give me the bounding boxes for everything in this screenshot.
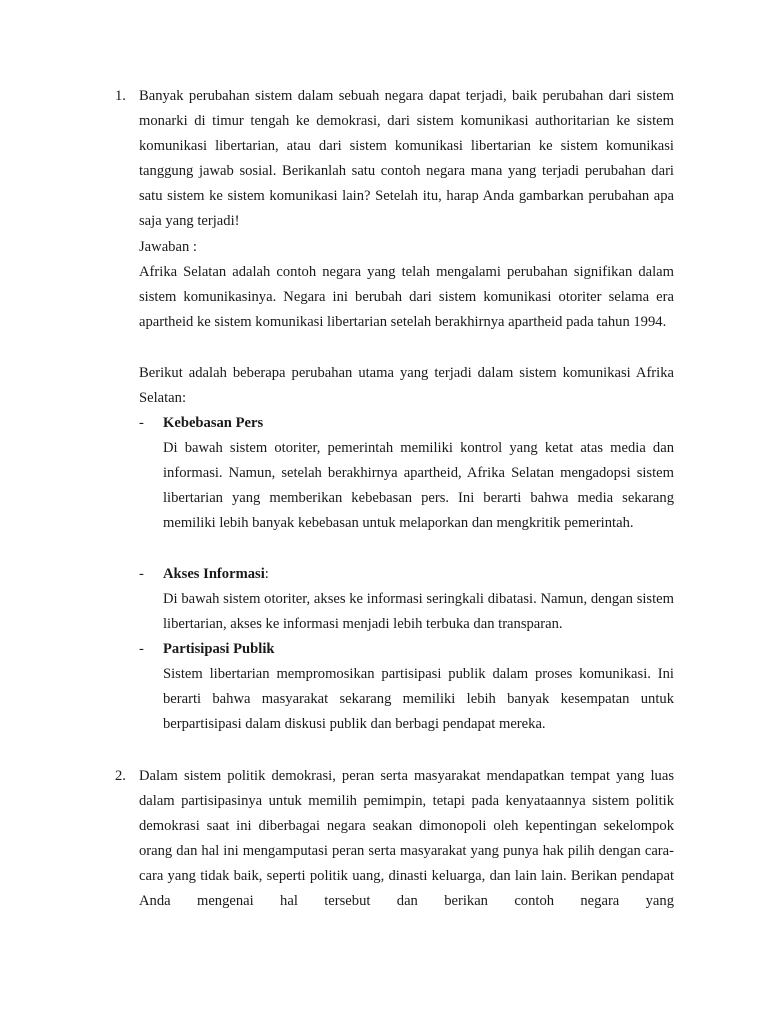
bullet-dash: - (139, 641, 144, 657)
changes-intro-text: Berikut adalah beberapa perubahan utama yang terjadi dalam sistem komunikasi Afrika Selatan: (139, 365, 674, 407)
q1-question-text: Banyak perubahan sistem dalam sebuah negara dapat terjadi, baik perubahan dari sistem monarki di timur tengah ke demokrasi, dari sistem komunikasi authoritarian ke sistem komunikasi libertarian, atau dari sistem komunikasi libertarian ke sistem komunikasi tanggung jawab sosial. Berikanlah satu contoh negara mana yang terjadi perubahan dari satu sistem ke sistem komunikasi lain? Setelah itu, harap Anda gambarkan perubahan apa saja yang terjadi! (139, 88, 674, 230)
item-title-text: Akses Informasi (163, 566, 265, 582)
q1-number: 1. (115, 88, 126, 104)
answer-label-text: Jawaban : (139, 239, 197, 255)
item-title-text: Partisipasi Publik (163, 641, 275, 657)
item-body (163, 587, 674, 637)
item-title-suffix: : (264, 566, 269, 582)
item-body-text: Di bawah sistem otoriter, pemerintah memiliki kontrol yang ketat atas media dan informasi. Namun, setelah berakhirnya apartheid, Afrika Selatan mengadopsi sistem libertarian yang memberikan kebebasan pers. Ini berarti bahwa media sekarang memiliki lebih banyak kebebasan untuk melaporkan dan mengkritik pemerintah. (163, 440, 674, 532)
item-title (163, 637, 674, 662)
answer-intro-text: Afrika Selatan adalah contoh negara yang telah mengalami perubahan signifikan dalam sistem komunikasinya. Negara ini berubah dari sistem komunikasi otoriter selama era apartheid ke sistem komunikasi libertarian setelah berakhirnya apartheid pada tahun 1994. (139, 264, 674, 331)
bullet-dash: - (139, 566, 144, 582)
item-title-text: Kebebasan Pers (163, 415, 264, 431)
item-body (163, 662, 674, 737)
item-body-text: Di bawah sistem otoriter, akses ke informasi seringkali dibatasi. Namun, dengan sistem libertarian, akses ke informasi menjadi lebih terbuka dan transparan. (163, 591, 674, 633)
q2-question (139, 764, 674, 915)
bullet-dash: - (139, 415, 144, 431)
q2-number: 2. (115, 768, 126, 784)
item-title (163, 562, 674, 587)
q1-changes-intro (139, 361, 674, 411)
q1-answer-label (139, 235, 674, 260)
item-body (163, 436, 674, 536)
q2-question-text: Dalam sistem politik demokrasi, peran serta masyarakat mendapatkan tempat yang luas dalam partisipasinya untuk memilih pemimpin, tetapi pada kenyataannya sistem politik demokrasi saat ini diberbagai negara seakan dimonopoli oleh kepentingan sekelompok orang dan hal ini mengamputasi peran serta masyarakat yang punya hak pilih dengan cara-cara yang tidak baik, seperti politik uang, dinasti keluarga, dan lain lain. Berikan pendapat Anda mengenai hal tersebut dan berikan contoh negara yang (139, 768, 674, 910)
q1-answer-intro (139, 260, 674, 335)
item-title (163, 411, 674, 436)
q1-question (139, 84, 674, 235)
item-body-text: Sistem libertarian mempromosikan partisipasi publik dalam proses komunikasi. Ini berarti bahwa masyarakat sekarang memiliki lebih banyak kesempatan untuk berpartisipasi dalam diskusi publik dan berbagi pendapat mereka. (163, 666, 674, 733)
